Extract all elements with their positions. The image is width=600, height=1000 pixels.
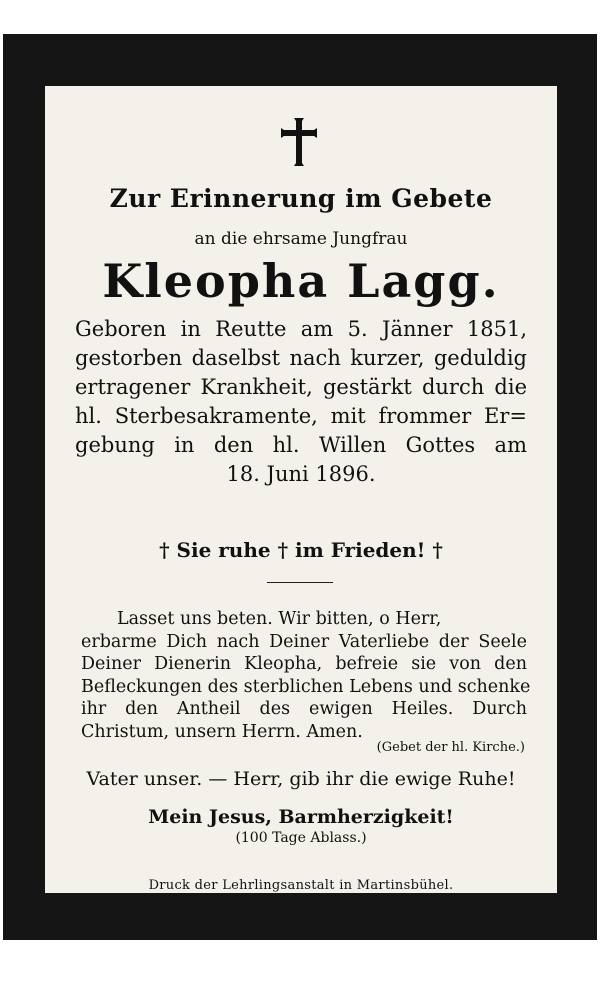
prayer-line: Christum, unsern Herrn. Amen. xyxy=(81,721,363,742)
prayer-line: Lasset uns beten. Wir bitten, o Herr, xyxy=(117,609,442,629)
prayer-source: (Gebet der hl. Kirche.) xyxy=(376,740,525,755)
biography-paragraph xyxy=(75,315,527,489)
bio-line: gebung in den hl. Willen Gottes am xyxy=(75,433,527,457)
memorial-heading: Zur Erinnerung im Gebete xyxy=(109,184,493,213)
prayer-line: Deiner Dienerin Kleopha, befreie sie von den xyxy=(81,654,527,674)
bio-line: Geboren in Reutte am 5. Jänner 1851, xyxy=(75,317,527,341)
bio-line: ertragener Krankheit, gestärkt durch die xyxy=(75,375,527,399)
bio-line: gestorben daselbst nach kurzer, geduldig xyxy=(75,346,527,370)
bio-line: 18. Juni 1896. xyxy=(226,462,376,486)
mourning-card-border xyxy=(3,34,597,940)
card-paper xyxy=(45,86,557,893)
latin-cross-icon xyxy=(279,116,319,168)
prayer-line: Befleckungen des sterblichen Lebens und schenke xyxy=(81,676,531,697)
deceased-name: Kleopha Lagg. xyxy=(102,254,500,308)
vater-unser-line: Vater unser. — Herr, gib ihr die ewige Ruhe! xyxy=(86,768,516,790)
bio-line: hl. Sterbesakramente, mit frommer Er= xyxy=(75,404,527,428)
prayer-paragraph xyxy=(81,608,531,743)
prayer-line: ihr den Antheil des ewigen Heiles. Durch xyxy=(81,699,527,719)
prayer-line: erbarme Dich nach Deiner Vaterliebe der Seele xyxy=(81,631,527,652)
indulgence-note: (100 Tage Ablass.) xyxy=(235,830,367,846)
divider-rule xyxy=(267,582,333,583)
memorial-subheading: an die ehrsame Jungfrau xyxy=(194,229,408,249)
printer-imprint: Druck der Lehrlingsanstalt in Martinsbühel. xyxy=(148,878,454,893)
rest-in-peace-line: † Sie ruhe † im Frieden! † xyxy=(159,538,443,562)
invocation-line: Mein Jesus, Barmherzigkeit! xyxy=(148,806,454,828)
